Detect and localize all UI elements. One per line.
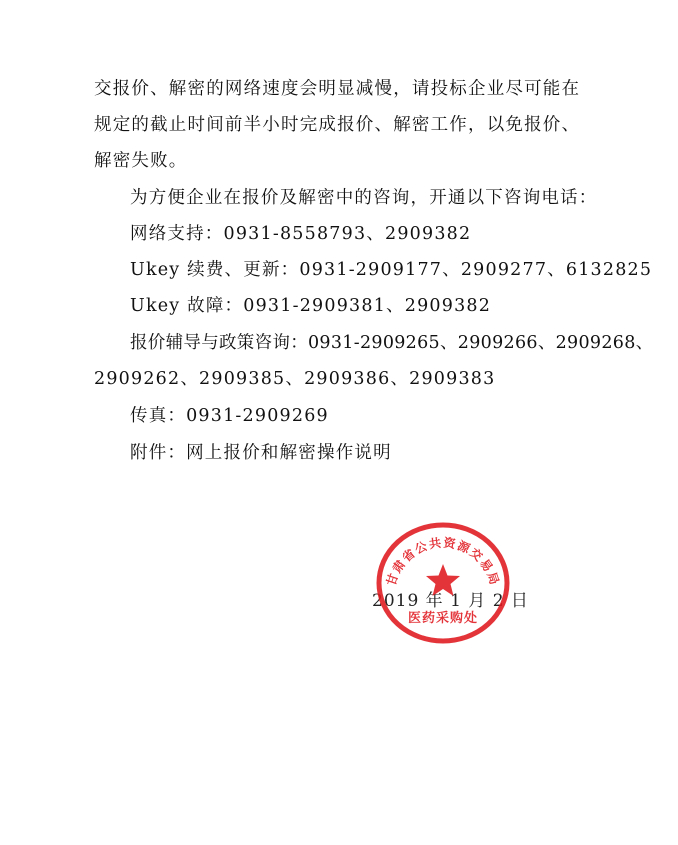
paragraph1-line3: 解密失败。 — [94, 151, 188, 171]
seal-outer-text: 甘肃省公共资源交易局 — [384, 535, 502, 588]
attachment-note: 附件：网上报价和解密操作说明 — [130, 443, 392, 463]
seal-star-icon — [426, 564, 460, 596]
paragraph2: 为方便企业在报价及解密中的咨询，开通以下咨询电话： — [130, 188, 598, 208]
seal-inner-text: 医药采购处 — [407, 611, 479, 626]
document-date: 2019 年 1 月 2 日 — [372, 591, 529, 611]
paragraph1-line1: 交报价、解密的网络速度会明显减慢，请投标企业尽可能在 — [94, 79, 581, 99]
contact-pricing-line2: 2909262、2909385、2909386、2909383 — [94, 369, 496, 389]
contact-fax: 传真：0931-2909269 — [130, 406, 329, 426]
official-seal — [372, 518, 514, 648]
contact-ukey-fault: Ukey 故障：0931-2909381、2909382 — [130, 296, 492, 316]
contact-network-support: 网络支持：0931-8558793、2909382 — [130, 224, 472, 244]
contact-pricing-line1: 报价辅导与政策咨询：0931-2909265、2909266、2909268、 — [130, 333, 654, 353]
contact-ukey-renewal: Ukey 续费、更新：0931-2909177、2909277、6132825 — [130, 260, 653, 280]
paragraph1-line2: 规定的截止时间前半小时完成报价、解密工作，以免报价、 — [94, 115, 581, 135]
